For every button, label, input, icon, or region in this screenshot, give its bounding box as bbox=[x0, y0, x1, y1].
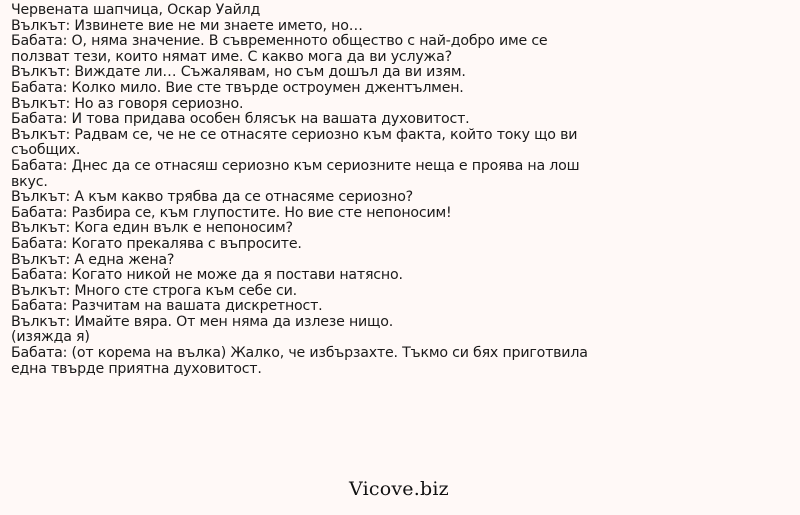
stage-direction: (изяжда я) bbox=[11, 329, 90, 346]
dialogue-line: Бабата: Колко мило. Вие сте твърде остроумен джентълмен. bbox=[11, 79, 464, 96]
dialogue-line: Бабата: Когато никой не може да я постави натясно. bbox=[11, 267, 403, 284]
dialogue-line: Вълкът: А една жена? bbox=[11, 251, 175, 268]
dialogue-line: Вълкът: Но аз говоря сериозно. bbox=[11, 95, 244, 112]
dialogue-line: Вълкът: А към какво трябва да се отнасяме сериозно? bbox=[11, 189, 414, 206]
document-title: Червената шапчица, Оскар Уайлд bbox=[11, 2, 261, 18]
dialogue-line: Бабата: Разбира се, към глупостите. Но вие сте непоносим! bbox=[11, 204, 452, 221]
dialogue-line: Бабата: Когато прекалява с въпросите. bbox=[11, 235, 302, 252]
dialogue-line: Вълкът: Много сте строга към себе си. bbox=[11, 282, 297, 299]
dialogue-line: Вълкът: Кога един вълк е непоносим? bbox=[11, 220, 293, 237]
joke-text bbox=[11, 3, 591, 377]
dialogue-line: Вълкът: Виждате ли… Съжалявам, но съм дошъл да ви изям. bbox=[11, 64, 466, 81]
site-watermark: Vicove.biz bbox=[349, 478, 449, 500]
dialogue-line: Бабата: (от корема на вълка) Жалко, че избързахте. Тъкмо си бях приготвила една твърде приятна духовитост. bbox=[11, 345, 588, 377]
dialogue-line: Бабата: И това придава особен блясък на вашата духовитост. bbox=[11, 111, 470, 128]
dialogue-line: Бабата: О, няма значение. В съвременното общество с най-добро име се ползват тези, които нямат име. С какво мога да ви услужа? bbox=[11, 33, 548, 65]
dialogue-line: Бабата: Днес да се отнасяш сериозно към сериозните неща е проява на лош вкус. bbox=[11, 157, 580, 190]
dialogue-line: Бабата: Разчитам на вашата дискретност. bbox=[11, 298, 323, 315]
dialogue-line: Вълкът: Радвам се, че не се отнасяте сериозно към факта, който току що ви съобщих. bbox=[11, 126, 578, 159]
dialogue-line: Вълкът: Извинете вие не ми знаете името, но… bbox=[11, 17, 363, 34]
dialogue-line: Вълкът: Имайте вяра. От мен няма да излезе нищо. bbox=[11, 313, 394, 330]
